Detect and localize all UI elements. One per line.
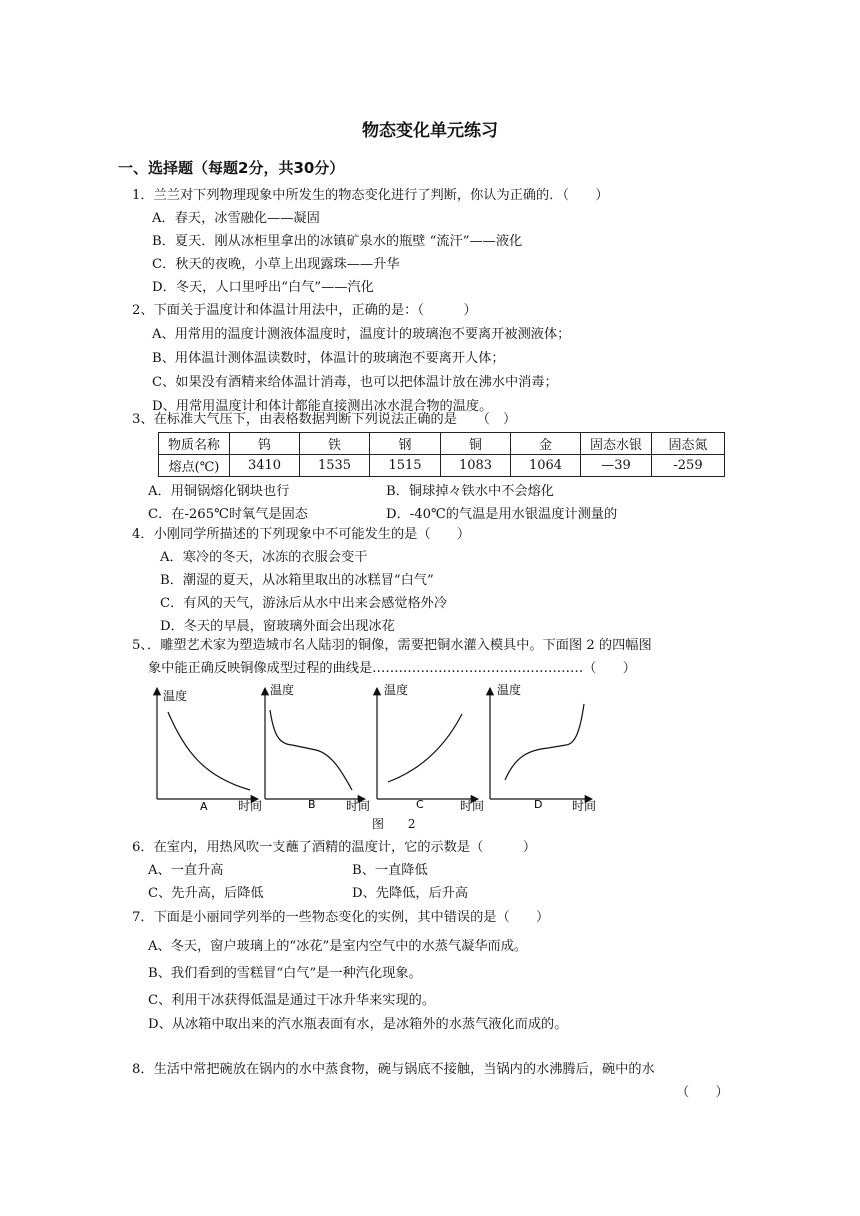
question-8-stem: 8．生活中常把碗放在锅内的水中蒸食物，碗与锅底不接触，当锅内的水沸腾后，碗中的水	[132, 1062, 655, 1077]
table-row	[159, 433, 725, 455]
table-header-cell: 铜	[441, 433, 511, 455]
question-6-stem: 6．在室内，用热风吹一支蘸了酒精的温度计，它的示数是（ ）	[132, 840, 537, 855]
table-header-cell: 铁	[300, 433, 370, 455]
question-1-option-b: B．夏天．刚从冰柜里拿出的冰镇矿泉水的瓶壁 “流汗”——液化	[152, 234, 523, 249]
question-4-stem: 4．小刚同学所描述的下列现象中不可能发生的是（ ）	[132, 527, 471, 542]
page-title: 物态变化单元练习	[362, 121, 498, 141]
question-6-option-a: A、一直升高	[148, 863, 224, 878]
question-5-stem-line-2: 象中能正确反映铜像成型过程的曲线是…………………………………………（ ）	[148, 661, 636, 676]
table-cell: 1535	[300, 455, 370, 477]
question-7-option-c: C、利用干冰获得低温是通过干冰升华来实现的。	[148, 993, 436, 1008]
question-5-stem-line-1: 5、．雕塑艺术家为塑造城市名人陆羽的铜像，需要把铜水灌入模具中。下面图 2 的四幅图	[132, 638, 652, 653]
table-header-cell: 钨	[230, 433, 300, 455]
curve-a	[168, 712, 250, 790]
question-6-option-d: D、先降低，后升高	[352, 886, 469, 901]
question-4-option-b: B．潮湿的夏天，从冰箱里取出的冰糕冒“白气”	[160, 573, 434, 588]
graph-panel-a	[157, 688, 262, 813]
table-header-cell: 固态水银	[581, 433, 652, 455]
question-4-option-c: C．有风的天气，游泳后从水中出来会感觉格外冷	[160, 596, 448, 611]
question-7-option-b: B、我们看到的雪糕冒“白气”是一种汽化现象。	[148, 966, 422, 981]
table-header-cell: 物质名称	[159, 433, 230, 455]
panel-label: C	[416, 798, 424, 811]
graph-panel-d	[490, 682, 596, 813]
section-heading: 一、选择题（每题2分，共30分）	[118, 159, 345, 177]
table-cell: 1064	[511, 455, 581, 477]
table-header-cell: 固态氮	[652, 433, 725, 455]
question-7-option-a: A、冬天，窗户玻璃上的“冰花”是室内空气中的水蒸气凝华而成。	[148, 939, 528, 954]
x-axis-label: 时间	[460, 799, 485, 813]
question-6-option-b: B、一直降低	[352, 863, 428, 878]
question-2-option-c: C、如果没有酒精来给体温计消毒，也可以把体温计放在沸水中消毒；	[152, 375, 558, 390]
question-3-option-d: D．-40℃的气温是用水银温度计测量的	[386, 507, 618, 522]
curve-c	[388, 714, 462, 782]
panel-label: A	[200, 800, 208, 813]
panel-label: D	[534, 798, 543, 811]
y-axis-label: 温度	[384, 683, 409, 697]
question-4-option-a: A．寒冷的冬天，冰冻的衣服会变干	[160, 550, 368, 565]
y-axis-label: 温度	[497, 683, 522, 697]
question-7-stem: 7．下面是小丽同学列举的一些物态变化的实例，其中错误的是（ ）	[132, 910, 550, 925]
x-axis-label: 时间	[346, 799, 371, 813]
question-2-stem: 2、下面关于温度计和体温计用法中，正确的是：（ ）	[132, 303, 477, 318]
question-2-option-a: A、用常用的温度计测液体温度时，温度计的玻璃泡不要离开被测液体；	[152, 327, 571, 342]
figure-caption: 图 2	[372, 817, 426, 831]
table-cell: 1515	[370, 455, 441, 477]
question-2-option-d: D、用常用温度计和体计都能直接测出冰水混合物的温度。	[152, 399, 493, 414]
question-1-option-d: D．冬天，人口里呼出“白气”——汽化	[152, 280, 374, 295]
question-1-option-a: A．春天，冰雪融化——凝固	[152, 211, 320, 226]
question-8-answer-blank: （ ）	[676, 1085, 729, 1100]
question-3-option-a: A．用铜锅熔化钢块也行	[148, 484, 290, 499]
y-axis-label: 温度	[270, 683, 295, 697]
figure-2-graphs	[0, 682, 860, 822]
melting-point-table	[158, 432, 725, 477]
question-1-stem: 1．兰兰对下列物理现象中所发生的物态变化进行了判断，你认为正确的．（ ）	[132, 188, 609, 203]
graph-panel-c	[377, 682, 484, 813]
x-axis-label: 时间	[572, 799, 597, 813]
question-3-option-b: B．铜球掉々铁水中不会熔化	[386, 484, 554, 499]
table-cell: 3410	[230, 455, 300, 477]
curve-d	[505, 704, 584, 780]
question-4-option-d: D．冬天的早晨，窗玻璃外面会出现冰花	[160, 619, 395, 634]
question-7-option-d: D、从冰箱中取出来的汽水瓶表面有水，是冰箱外的水蒸气液化而成的。	[148, 1017, 568, 1032]
table-header-cell: 金	[511, 433, 581, 455]
question-1-option-c: C．秋天的夜晚，小草上出现露珠——升华	[152, 257, 400, 272]
table-row	[159, 455, 725, 477]
table-cell: 1083	[441, 455, 511, 477]
graph-panel-b	[265, 682, 370, 813]
x-axis-label: 时间	[238, 799, 263, 813]
question-3-option-c: C．在-265℃时氧气是固态	[148, 507, 308, 522]
panel-label: B	[308, 798, 316, 811]
question-6-option-c: C、先升高，后降低	[148, 886, 264, 901]
question-3-stem: 3、在标准大气压下，由表格数据判断下列说法正确的是 （ ）	[132, 412, 517, 427]
y-axis-label: 温度	[163, 689, 188, 703]
question-2-option-b: B、用体温计测体温读数时，体温计的玻璃泡不要离开人体；	[152, 351, 505, 366]
table-cell: -259	[652, 455, 725, 477]
table-cell: —39	[581, 455, 652, 477]
table-header-cell: 钢	[370, 433, 441, 455]
curve-b	[270, 710, 352, 790]
table-cell: 熔点(℃)	[159, 455, 230, 477]
